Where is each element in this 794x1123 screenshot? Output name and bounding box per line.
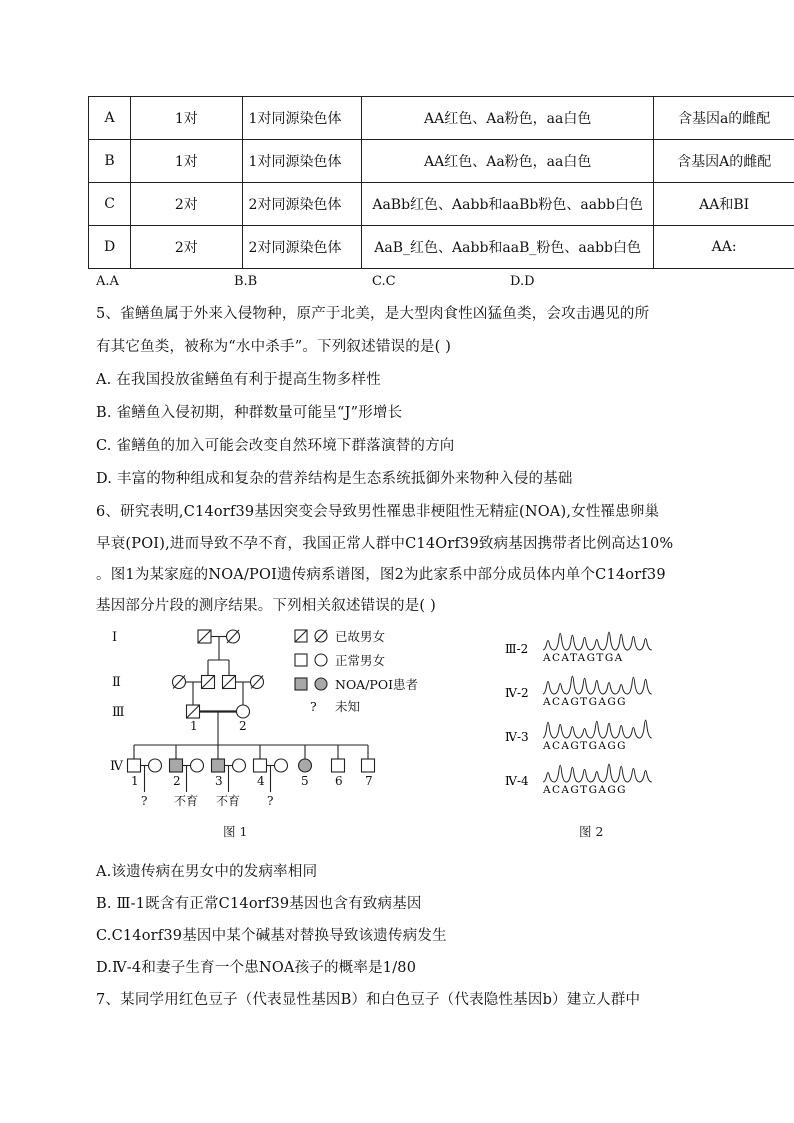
table-row xyxy=(89,97,794,140)
gen4-number: 4 xyxy=(257,774,265,788)
gen4-note: 不育 xyxy=(174,794,199,808)
chromosome-position: 2对同源染色体 xyxy=(242,183,362,226)
answer-c[interactable]: C.C xyxy=(372,274,396,289)
chromatogram-label: Ⅲ-2 xyxy=(505,642,529,656)
q6-option-c[interactable]: C.C14orf39基因中某个碱基对替换导致该遗传病发生 xyxy=(96,928,447,944)
gen4-note: ? xyxy=(141,794,148,808)
answer-b[interactable]: B.B xyxy=(234,274,258,289)
chromosome-position: 1对同源染色体 xyxy=(242,97,362,140)
row-label: C xyxy=(89,183,131,226)
q5-stem-line1: 5、雀鳝鱼属于外来入侵物种，原产于北美，是大型肉食性凶猛鱼类，会攻击遇见的所 xyxy=(96,306,650,322)
chromosome-position: 2对同源染色体 xyxy=(242,226,362,269)
figure1-caption: 图 1 xyxy=(223,824,248,839)
q5-option-c[interactable]: C. 雀鳝鱼的加入可能会改变自然环境下群落演替的方向 xyxy=(96,438,455,454)
q5-option-a[interactable]: A. 在我国投放雀鳝鱼有利于提高生物多样性 xyxy=(96,372,381,388)
legend-deceased: 已故男女 xyxy=(335,629,386,644)
chromatogram-sequence: ACAGTGAGG xyxy=(543,740,627,752)
chromatogram-trace xyxy=(543,676,652,694)
table-row xyxy=(89,183,794,226)
phenotype: AaB_红色、Aabb和aaB_粉色、aabb白色 xyxy=(362,226,654,269)
legend-affected: NOA/POI患者 xyxy=(335,677,419,692)
extra-condition: AA和BI xyxy=(654,183,794,226)
sequencing-figure xyxy=(505,622,675,847)
chromatogram-sequence: ACATAGTGA xyxy=(543,652,624,664)
answer-d[interactable]: D.D xyxy=(510,274,535,289)
q6-option-b[interactable]: B. Ⅲ-1既含有正常C14orf39基因也含有致病基因 xyxy=(96,896,422,912)
gen-label-4: Ⅳ xyxy=(110,759,123,774)
gen4-number: 5 xyxy=(301,774,309,788)
gen3-number: 2 xyxy=(239,719,247,733)
q5-option-b[interactable]: B. 雀鳝鱼入侵初期，种群数量可能呈“J”形增长 xyxy=(96,405,403,421)
gene-pairs: 1对 xyxy=(131,97,242,140)
gen-label-2: Ⅱ xyxy=(112,675,121,690)
gen3-number: 1 xyxy=(190,719,198,733)
chromatogram-label: Ⅳ-4 xyxy=(505,774,529,788)
gen4-number: 6 xyxy=(335,774,343,788)
phenotype: AaBb红色、Aabb和aaBb粉色、aabb白色 xyxy=(362,183,654,226)
options-table xyxy=(88,96,794,269)
q7-stem-line1: 7、某同学用红色豆子（代表显性基因B）和白色豆子（代表隐性基因b）建立人群中 xyxy=(96,992,641,1008)
gen4-number: 3 xyxy=(215,774,223,788)
table-row xyxy=(89,140,794,183)
extra-condition: 含基因a的雌配 xyxy=(654,97,794,140)
row-label: B xyxy=(89,140,131,183)
legend-unknown-mark: ? xyxy=(310,699,317,714)
chromatogram-label: Ⅳ-2 xyxy=(505,686,529,700)
row-label: D xyxy=(89,226,131,269)
q6-stem-line1: 6、研究表明,C14orf39基因突变会导致男性罹患非梗阻性无精症(NOA),女性罹患卵巢 xyxy=(96,504,660,520)
gen4-number: 2 xyxy=(173,774,181,788)
q6-stem-line4: 基因部分片段的测序结果。下列相关叙述错误的是( ) xyxy=(96,598,436,614)
chromatogram-trace xyxy=(543,764,652,782)
q5-stem-line2: 有其它鱼类，被称为“水中杀手”。下列叙述错误的是( ) xyxy=(96,339,452,355)
legend-unknown: 未知 xyxy=(335,699,361,714)
legend-normal: 正常男女 xyxy=(335,653,386,668)
chromosome-position: 1对同源染色体 xyxy=(242,140,362,183)
figure2-caption: 图 2 xyxy=(579,824,604,839)
chromatogram-sequence: ACAGTGAGG xyxy=(543,784,627,796)
q6-stem-line3: 。图1为某家庭的NOA/POI遗传病系谱图，图2为此家系中部分成员体内单个C14orf39 xyxy=(96,567,666,583)
q6-stem-line2: 早衰(POI),进而导致不孕不育，我国正常人群中C14Orf39致病基因携带者比例高达10% xyxy=(96,536,674,552)
gen4-number: 1 xyxy=(131,774,139,788)
answer-choices xyxy=(96,274,648,289)
gene-pairs: 1对 xyxy=(131,140,242,183)
row-label: A xyxy=(89,97,131,140)
answer-a[interactable]: A.A xyxy=(96,274,119,289)
chromatogram-trace xyxy=(543,720,652,738)
gen4-note: ? xyxy=(267,794,274,808)
gene-pairs: 2对 xyxy=(131,183,242,226)
pedigree-figure xyxy=(96,622,446,847)
phenotype: AA红色、Aa粉色，aa白色 xyxy=(362,97,654,140)
gene-pairs: 2对 xyxy=(131,226,242,269)
extra-condition: 含基因A的雌配 xyxy=(654,140,794,183)
q6-option-d[interactable]: D.Ⅳ-4和妻子生育一个患NOA孩子的概率是1/80 xyxy=(96,960,417,976)
q5-option-d[interactable]: D. 丰富的物种组成和复杂的营养结构是生态系统抵御外来物种入侵的基础 xyxy=(96,471,573,487)
gen4-number: 7 xyxy=(365,774,373,788)
chromatogram-trace xyxy=(543,632,652,650)
phenotype: AA红色、Aa粉色，aa白色 xyxy=(362,140,654,183)
gen4-note: 不育 xyxy=(216,794,241,808)
gen-label-3: Ⅲ xyxy=(112,705,125,720)
gen-label-1: Ⅰ xyxy=(112,630,118,645)
q6-option-a[interactable]: A.该遗传病在男女中的发病率相同 xyxy=(96,864,318,880)
chromatogram-label: Ⅳ-3 xyxy=(505,730,529,744)
extra-condition: AA: xyxy=(654,226,794,269)
chromatogram-sequence: ACAGTGAGG xyxy=(543,696,627,708)
table-row xyxy=(89,226,794,269)
